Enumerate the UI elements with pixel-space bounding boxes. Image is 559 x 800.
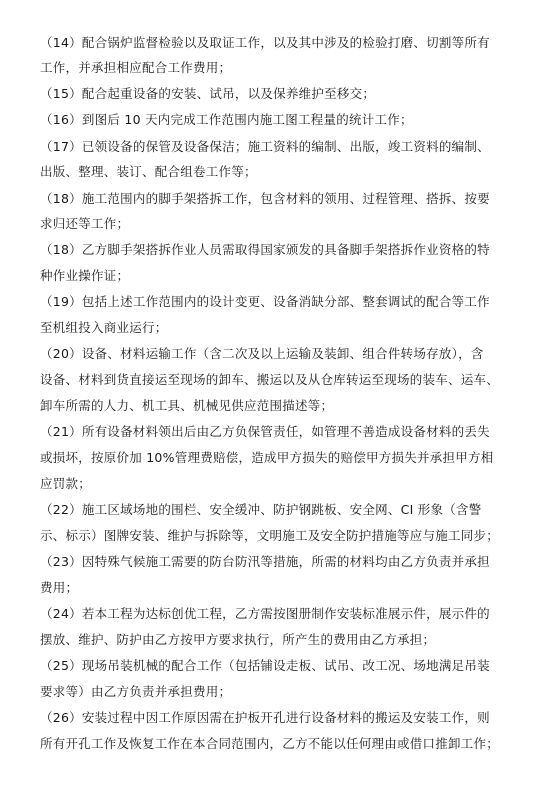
text-line: 费用； bbox=[40, 580, 79, 595]
text-line: 所有开孔工作及恢复工作在本合同范围内，乙方不能以任何理由或借口推卸工作； bbox=[40, 736, 500, 751]
text-line: 设备、材料到货直接运至现场的卸车、搬运以及从仓库转运至现场的装车、运车、 bbox=[40, 372, 500, 387]
text-line: （22）施工区域场地的围栏、安全缓冲、防护钢跳板、安全网、CI 形象（含警 bbox=[40, 502, 482, 517]
text-line: 卸车所需的人力、机工具、机械见供应范围描述等； bbox=[40, 398, 334, 413]
text-line: （25）现场吊装机械的配合工作（包括铺设走板、试吊、改工况、场地满足吊装 bbox=[40, 658, 490, 673]
text-line: （17）已领设备的保管及设备保洁；施工资料的编制、出版，竣工资料的编制、 bbox=[40, 139, 490, 154]
text-line: （15）配合起重设备的安装、试吊，以及保养维护至移交； bbox=[40, 86, 376, 101]
text-line: （24）若本工程为达标创优工程，乙方需按图册制作安装标准展示件，展示件的 bbox=[40, 606, 490, 621]
text-line: 至机组投入商业运行； bbox=[40, 320, 168, 335]
text-line: 应罚款； bbox=[40, 476, 92, 491]
text-line: （18）施工范围内的脚手架搭拆工作，包含材料的领用、过程管理、搭拆、按要 bbox=[40, 191, 490, 206]
text-line: 摆放、维护、防护由乙方按甲方要求执行，所产生的费用由乙方承担； bbox=[40, 632, 436, 647]
text-line: 工作，并承担相应配合工作费用； bbox=[40, 60, 232, 75]
text-line: （23）因特殊气候施工需要的防台防汛等措施，所需的材料均由乙方负责并承担 bbox=[40, 554, 490, 569]
text-line: （18）乙方脚手架搭拆作业人员需取得国家颁发的具备脚手架搭拆作业资格的特 bbox=[40, 242, 490, 257]
text-line: （20）设备、材料运输工作（含二次及以上运输及装卸、组合件转场存放），含 bbox=[40, 346, 484, 361]
text-line: 出版、整理、装订、配合组卷工作等； bbox=[40, 164, 257, 179]
text-line: 或损坏，按原价加 10%管理费赔偿，造成甲方损失的赔偿甲方损失并承担甲方相 bbox=[40, 450, 494, 465]
text-line: （19）包括上述工作范围内的设计变更、设备消缺分部、整套调试的配合等工作 bbox=[40, 294, 490, 309]
text-line: 要求等）由乙方负责并承担费用； bbox=[40, 684, 232, 699]
text-line: 示、标示）图牌安装、维护与拆除等，文明施工及安全防护措施等应与施工同步； bbox=[40, 528, 500, 543]
text-line: （26）安装过程中因工作原因需在护板开孔进行设备材料的搬运及安装工作，则 bbox=[40, 710, 490, 725]
text-line: 求归还等工作； bbox=[40, 216, 130, 231]
text-line: （21）所有设备材料领出后由乙方负保管责任，如管理不善造成设备材料的丢失 bbox=[40, 424, 490, 439]
text-line: （16）到图后 10 天内完成工作范围内施工图工程量的统计工作； bbox=[40, 112, 413, 127]
text-line: 种作业操作证； bbox=[40, 268, 130, 283]
text-line: （14）配合锅炉监督检验以及取证工作，以及其中涉及的检验打磨、切割等所有 bbox=[40, 35, 490, 50]
